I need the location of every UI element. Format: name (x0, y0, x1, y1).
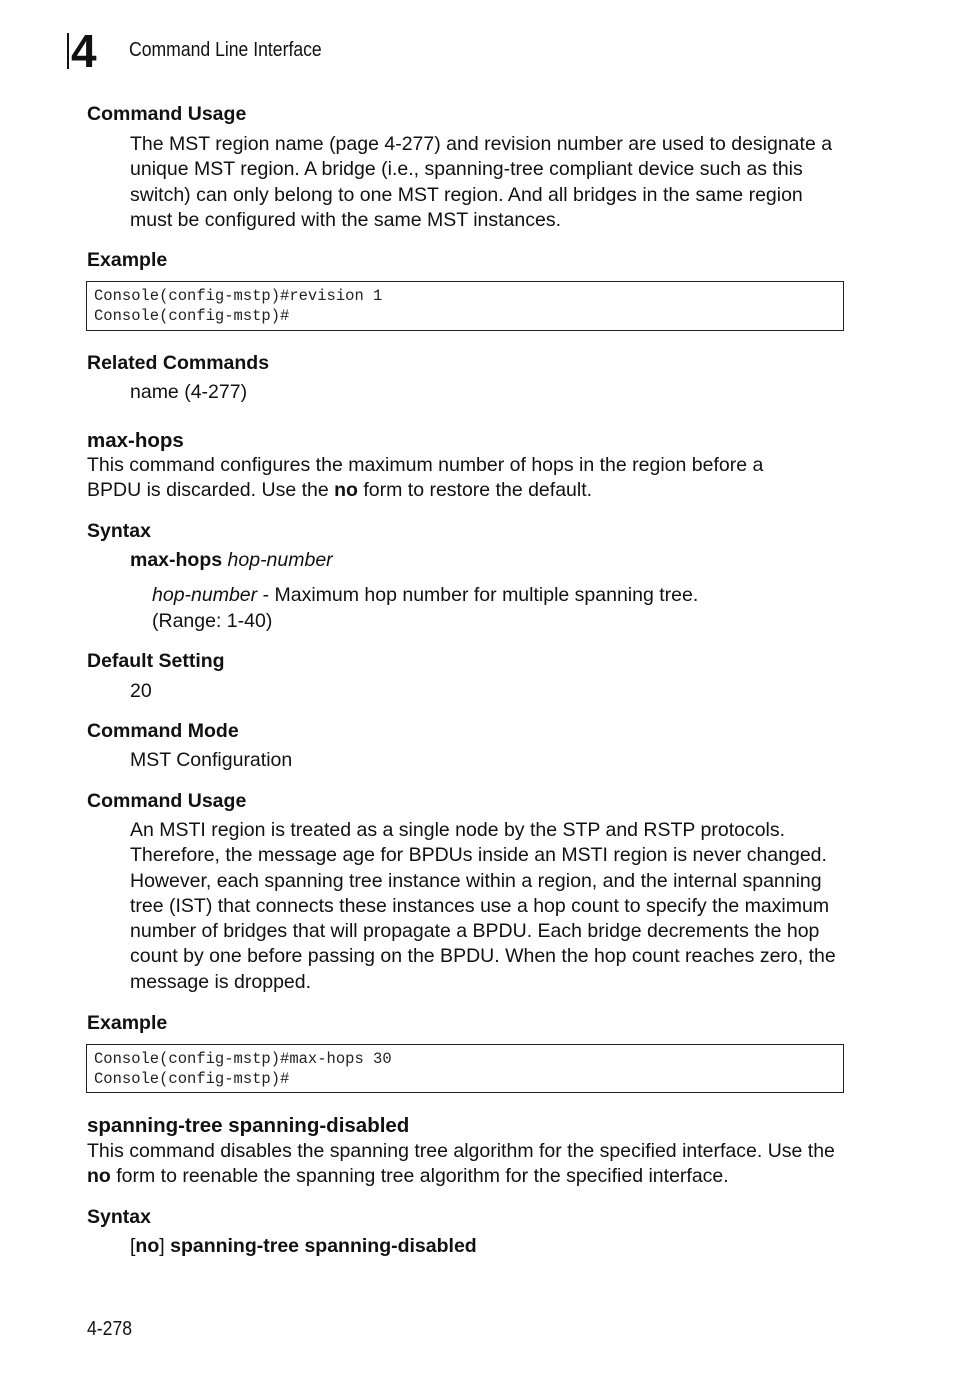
code-line: Console(config-mstp)#revision 1 (94, 287, 383, 305)
command-mode-value: MST Configuration (130, 749, 293, 771)
command-usage-heading: Command Usage (87, 790, 247, 812)
syntax-command: max-hops (130, 549, 223, 571)
chapter-title: Command Line Interface (129, 39, 322, 61)
desc-keyword: no (87, 1165, 111, 1188)
command-usage-text: The MST region name (page 4-277) and revision number are used to designate a unique MST region. A bridge (i.e., spanning-tree compliant device such as this switch) can only belong to one MST region. And all bridges in the same region must be configured with the same MST instances. (130, 133, 833, 231)
command-title: spanning-tree spanning-disabled (87, 1114, 410, 1137)
code-line: Console(config-mstp)#max-hops 30 (94, 1050, 392, 1068)
syntax-bracket: ] (159, 1235, 171, 1257)
parameter-text: - Maximum hop number for multiple spanning tree. (257, 584, 699, 606)
parameter-name: hop-number (152, 584, 258, 606)
code-line: Console(config-mstp)# (94, 307, 290, 325)
example-heading: Example (87, 249, 168, 271)
code-example (86, 1044, 844, 1093)
page-number: 4-278 (87, 1318, 133, 1340)
desc-text: form to restore the default. (357, 479, 593, 502)
command-mode-heading: Command Mode (87, 720, 239, 742)
code-example (86, 281, 844, 331)
syntax-parameter: hop-number (227, 549, 333, 571)
syntax-bracket: [ (130, 1235, 136, 1257)
command-usage-text: An MSTI region is treated as a single node by the STP and RSTP protocols. Therefore, the message age for BPDUs inside an MSTI region is never changed. However, each spanning tree instance within a region, and the internal spanning tree (IST) that connects these instances use a hop count to specify the maximum number of bridges that will propagate a BPDU. Each bridge decrements the hop count by one before passing on the BPDU. When the hop count reaches zero, the message is dropped. (130, 819, 836, 993)
desc-text: form to reenable the spanning tree algorithm for the specified interface. (110, 1165, 729, 1188)
desc-keyword: no (334, 479, 358, 502)
syntax-keyword: no (135, 1235, 160, 1257)
default-setting-heading: Default Setting (87, 650, 225, 672)
default-value: 20 (130, 680, 152, 702)
code-line: Console(config-mstp)# (94, 1070, 290, 1088)
syntax-heading: Syntax (87, 1206, 151, 1228)
parameter-range: (Range: 1-40) (152, 610, 273, 632)
command-description (87, 453, 807, 504)
syntax-heading: Syntax (87, 520, 151, 542)
related-commands-heading: Related Commands (87, 352, 270, 374)
command-title: max-hops (87, 429, 184, 452)
command-description (87, 1139, 847, 1190)
chapter-bar (67, 33, 69, 69)
command-usage-heading: Command Usage (87, 103, 247, 125)
syntax-line (130, 1234, 850, 1259)
related-command-link[interactable]: name (4-277) (130, 381, 248, 403)
desc-text: This command configures the maximum number of hops in the region before a BPDU is discarded. Use the (87, 454, 764, 502)
desc-text: This command disables the spanning tree algorithm for the specified interface. Use the (87, 1140, 835, 1162)
syntax-command: spanning-tree spanning-disabled (170, 1235, 477, 1257)
parameter-description (152, 583, 852, 608)
chapter-number: 4 (71, 25, 97, 77)
syntax-line (130, 548, 850, 573)
example-heading: Example (87, 1012, 168, 1034)
